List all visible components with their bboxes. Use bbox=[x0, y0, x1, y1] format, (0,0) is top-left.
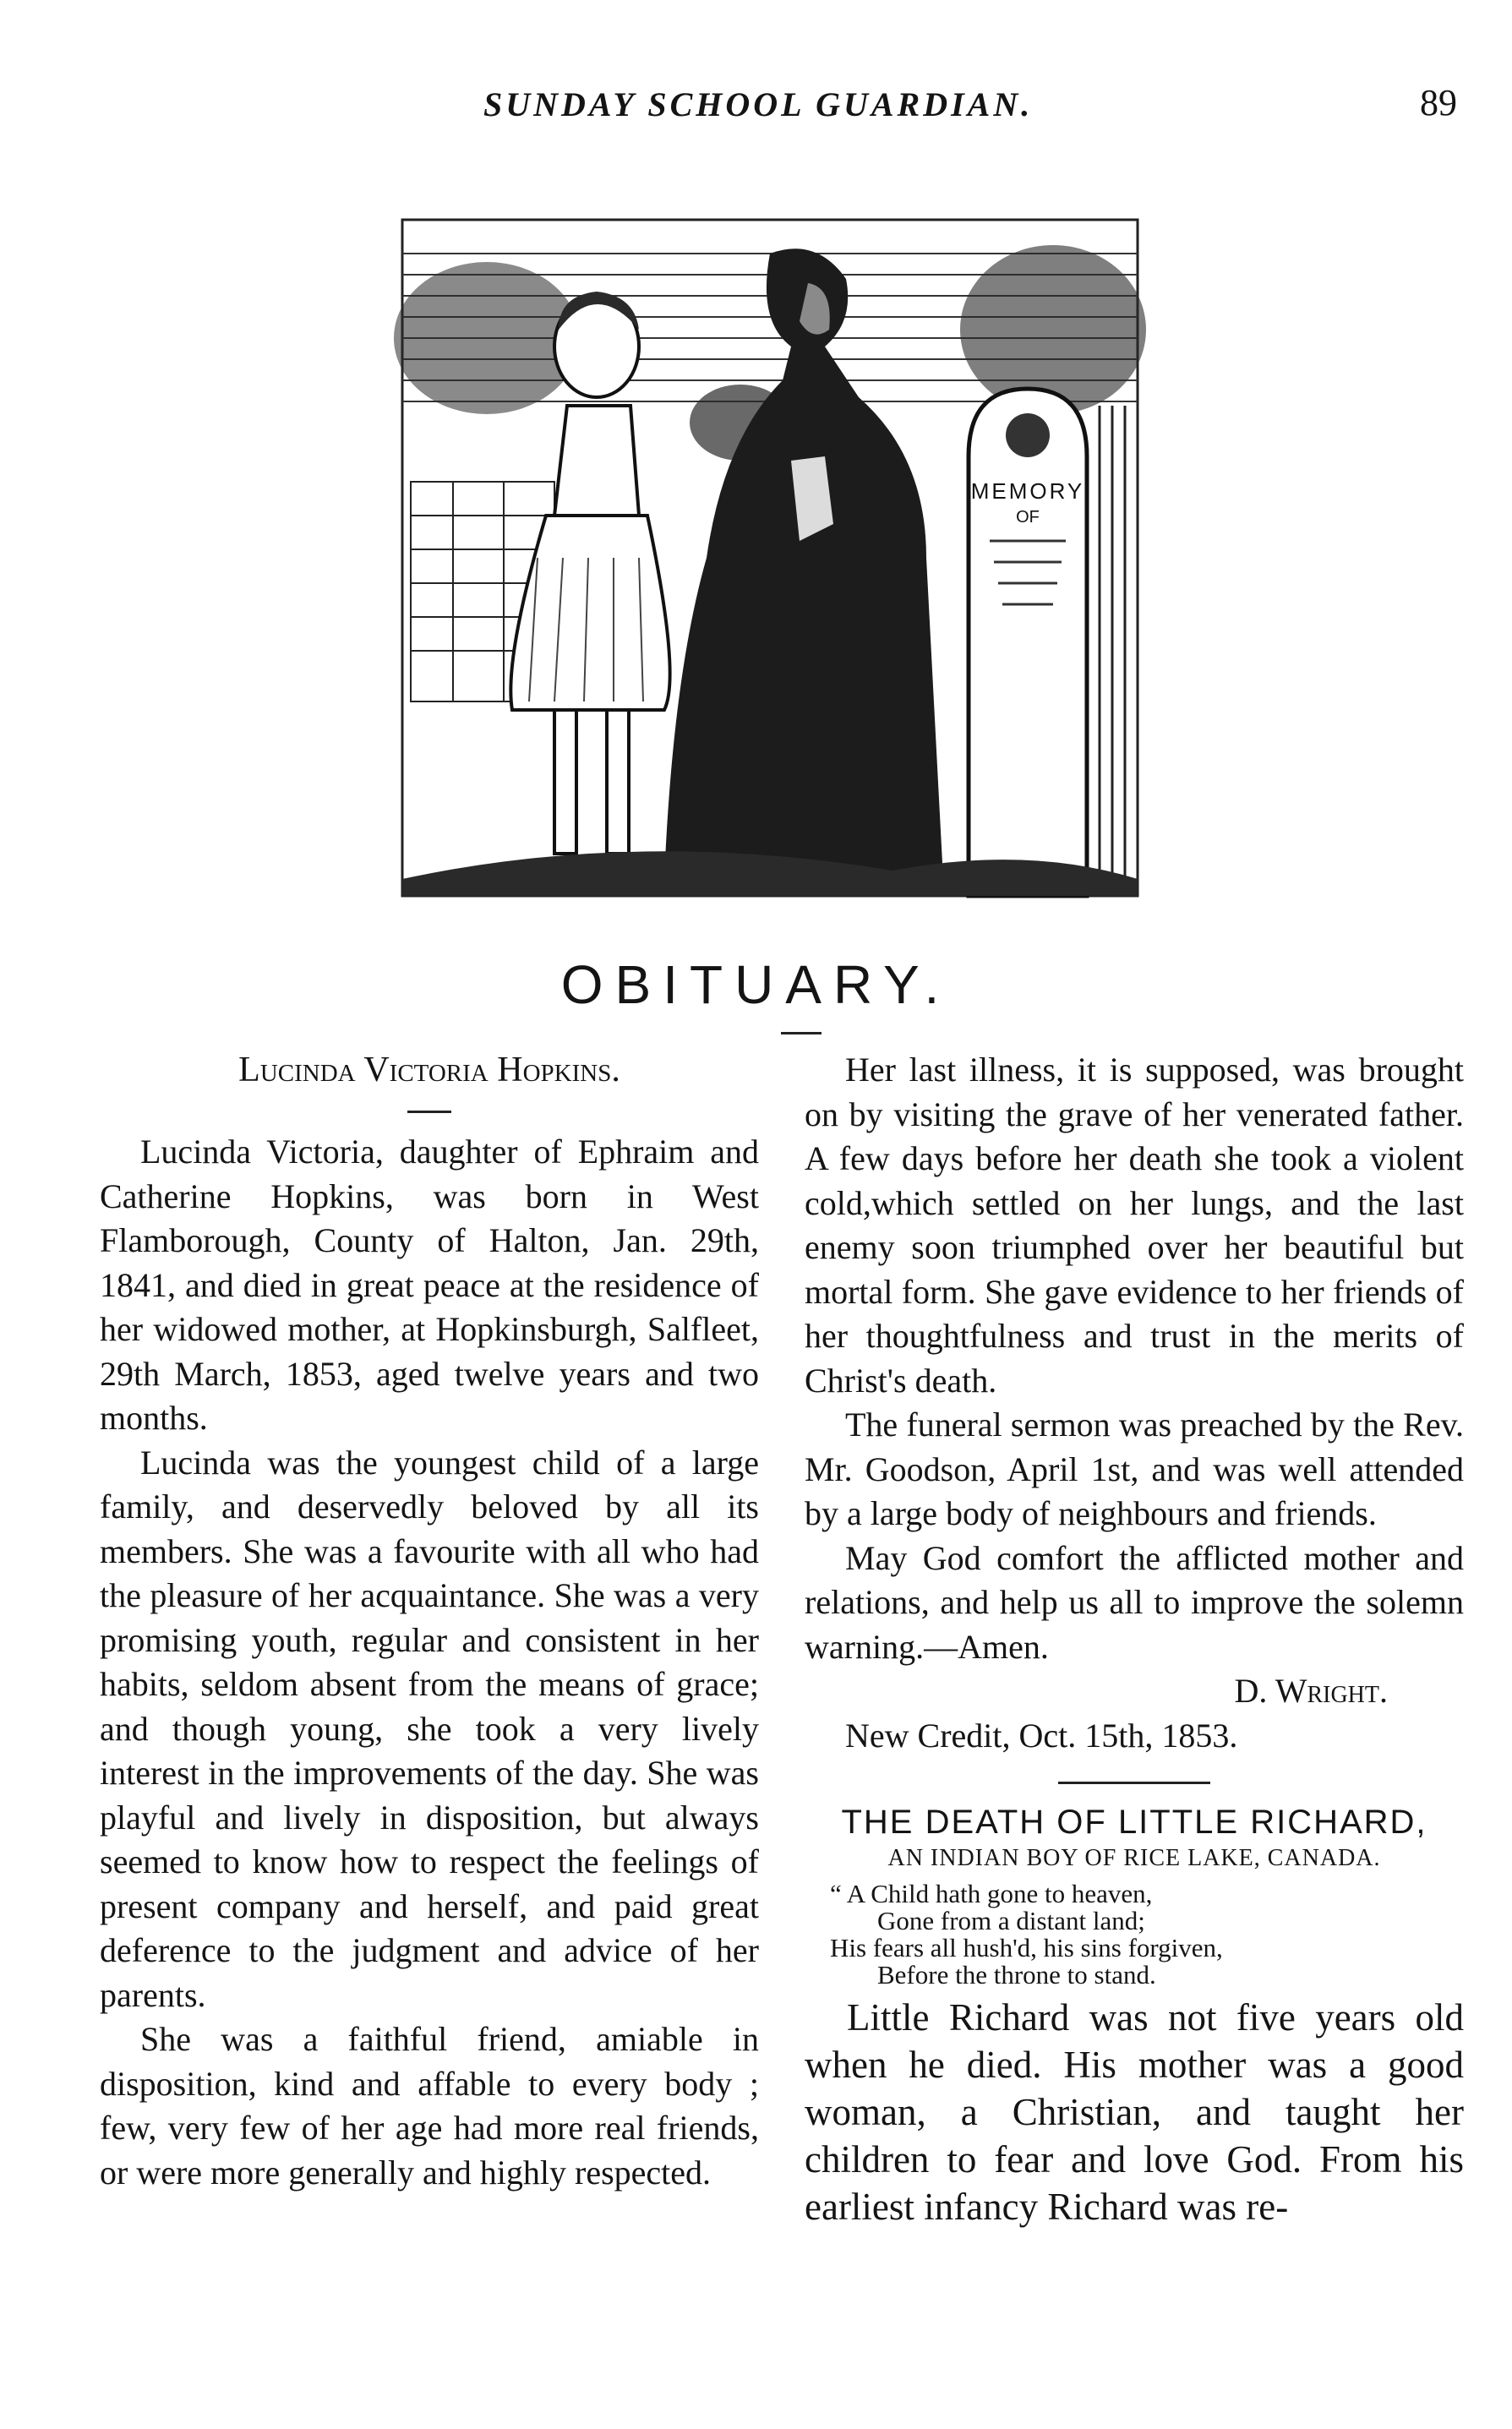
verse-stanza bbox=[805, 1880, 1464, 1989]
heading-rule bbox=[781, 1032, 822, 1034]
tombstone bbox=[969, 389, 1087, 896]
running-title: SUNDAY SCHOOL GUARDIAN. bbox=[483, 85, 1034, 123]
obituary-heading: OBITUARY. bbox=[560, 954, 952, 1015]
obituary-paragraph-5: The funeral sermon was preached by the Rev. Mr. Goodson, April 1st, and was well attended by a large body of neighbours and friends. bbox=[805, 1406, 1464, 1532]
story-subtitle: AN INDIAN BOY OF RICE LAKE, CANADA. bbox=[887, 1845, 1381, 1871]
obituary-paragraph-1: Lucinda Victoria, daughter of Ephraim and Catherine Hopkins, was born in West Flamborough, County of Halton, Jan. 29th, 1841, and died in great peace at the residence of her widowed mother, at Hopkinsburgh, Salfleet, 29th March, 1853, aged twelve years and two months. bbox=[100, 1133, 759, 1437]
verse-line-2: Gone from a distant land; bbox=[877, 1906, 1145, 1935]
obituary-paragraph-2: Lucinda was the youngest child of a large family, and deservedly beloved by all its members. She was a favourite with all who had the pleasure of her acquaintance. She was a very promising youth, regular and consistent in her habits, seldom absent from the means of grace; and though young, she took a very lively interest in the improvements of the day. She was playful and lively in disposition, but always seemed to know how to respect the feelings of present company and herself, and paid great deference to the judgment and advice of her parents. bbox=[100, 1443, 759, 2014]
obituary-paragraph-3: She was a faithful friend, amiable in disposition, kind and affable to every body ; few, very few of her age had more real friends, or were more generally and highly respected. bbox=[100, 2020, 759, 2192]
story-body: Little Richard was not five years old when he died. His mother was a good woman, a Christian, and taught her children to fear and love God. From his earliest infancy Richard was re- bbox=[805, 1996, 1464, 2228]
story-rule bbox=[1058, 1782, 1210, 1784]
right-column bbox=[805, 1048, 1464, 2230]
running-head bbox=[0, 82, 1512, 135]
story-title: THE DEATH OF LITTLE RICHARD, bbox=[841, 1804, 1427, 1841]
verse-line-1: “ A Child hath gone to heaven, bbox=[830, 1879, 1153, 1908]
obituary-name: Lucinda Victoria Hopkins. bbox=[238, 1051, 620, 1089]
verse-line-4: Before the throne to stand. bbox=[877, 1960, 1156, 1990]
signature: D. Wright. bbox=[1234, 1672, 1388, 1710]
page-number: 89 bbox=[1420, 82, 1457, 123]
place-date: New Credit, Oct. 15th, 1853. bbox=[845, 1716, 1238, 1755]
tombstone-text-1: MEMORY bbox=[970, 478, 1085, 504]
verse-line-3: His fears all hush'd, his sins forgiven, bbox=[830, 1933, 1223, 1962]
tombstone-text-2: OF bbox=[1016, 508, 1040, 527]
obituary-paragraph-6: May God comfort the afflicted mother and relations, and help us all to improve the solemn warning.—Amen. bbox=[805, 1538, 1464, 1666]
obituary-paragraph-4: Her last illness, it is supposed, was brought on by visiting the grave of her venerated father. A few days before her death she took a violent cold,which settled on her lungs, and the last enemy soon triumphed over her beautiful but mortal form. She gave evidence to her friends of her thoughtfulness and trust in the merits of Christ's death. bbox=[805, 1051, 1464, 1400]
engraving-illustration bbox=[385, 203, 1154, 930]
left-column bbox=[100, 1048, 759, 2195]
name-rule bbox=[407, 1111, 451, 1113]
